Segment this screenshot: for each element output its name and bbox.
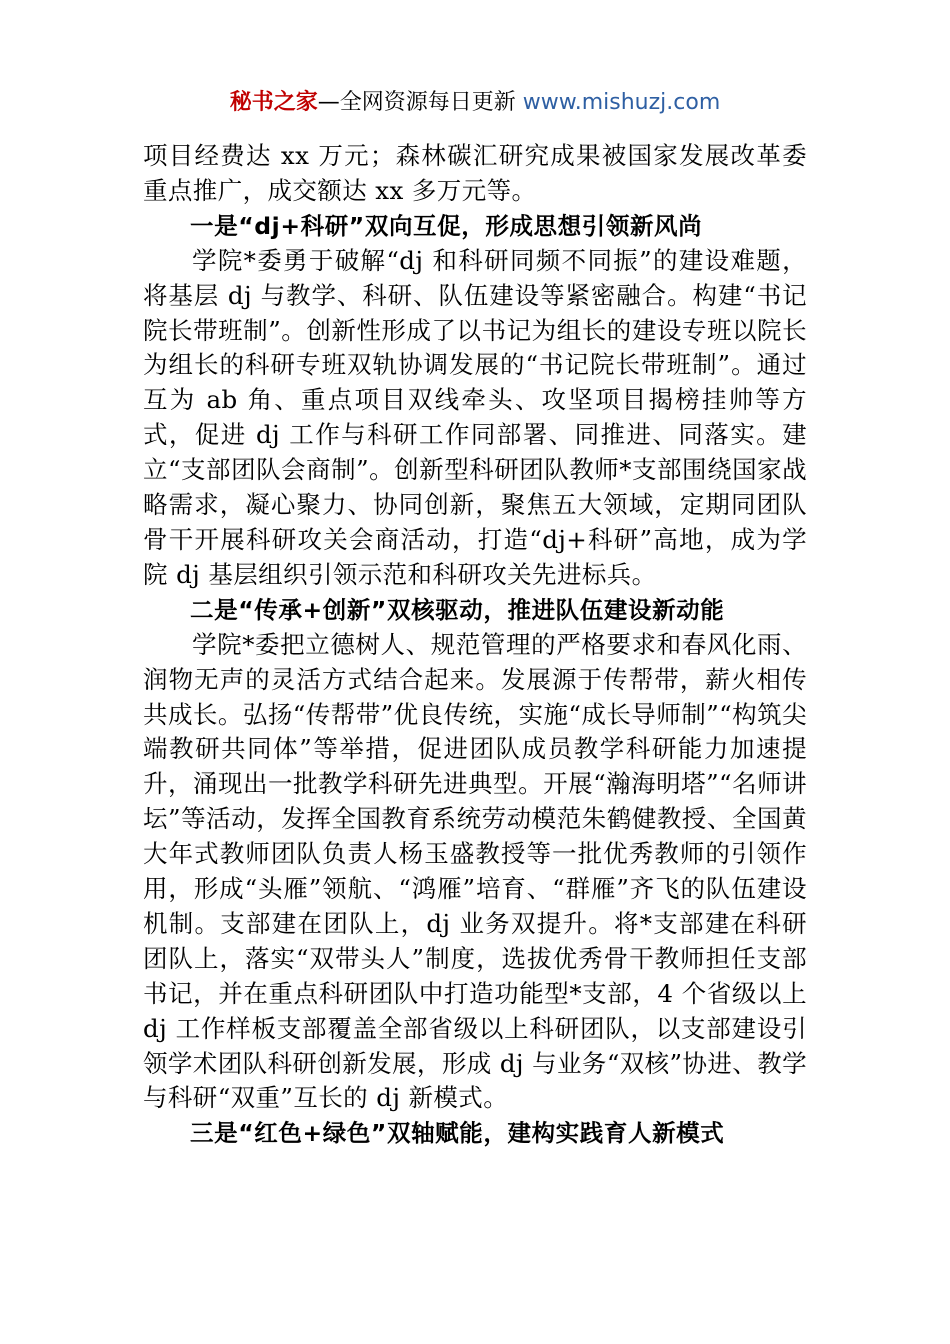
section-heading-1: 一是“dj+科研”双向互促，形成思想引领新风尚: [190, 211, 703, 240]
header-tagline: —全网资源每日更新: [317, 90, 523, 115]
paragraph-2: 学院*委把立德树人、规范管理的严格要求和春风化雨、润物无声的灵活方式结合起来。发展源于传帮带，薪火相传共成长。弘扬“传帮带”优良传统，实施“成长导师制”“构筑尖端教研共同体”等举措，促进团队成员教学科研能力加速提升，涌现出一批教学科研先进典型。开展“瀚海明塔”“名师讲坛”等活动，发挥全国教育系统劳动模范朱鹤健教授、全国黄大年式教师团队负责人杨玉盛教授等一批优秀教师的引领作用，形成“头雁”领航、“鸿雁”培育、“群雁”齐飞的队伍建设机制。支部建在团队上，dj 业务双提升。将*支部建在科研团队上，落实“双带头人”制度，选拔优秀骨干教师担任支部书记，并在重点科研团队中打造功能型*支部，4 个省级以上 dj 工作样板支部覆盖全部省级以上科研团队，以支部建设引领学术团队科研创新发展，形成 dj 与业务“双核”协进、教学与科研“双重”互长的 dj 新模式。: [143, 629, 807, 1113]
paragraph-1: 学院*委勇于破解“dj 和科研同频不同振”的建设难题，将基层 dj 与教学、科研、队伍建设等紧密融合。构建“书记院长带班制”。创新性形成了以书记为组长的建设专班以院长为组长的科研专班双轨协调发展的“书记院长带班制”。通过互为 ab 角、重点项目双线牵头、攻坚项目揭榜挂帅等方式，促进 dj 工作与科研工作同部署、同推进、同落实。建立“支部团队会商制”。创新型科研团队教师*支部围绕国家战略需求，凝心聚力、协同创新，聚焦五大领域，定期同团队骨干开展科研攻关会商活动，打造“dj+科研”高地，成为学院 dj 基层组织引领示范和科研攻关先进标兵。: [143, 245, 807, 589]
section-heading-2: 二是“传承+创新”双核驱动，推进队伍建设新动能: [190, 595, 725, 624]
paragraph-continued: 项目经费达 xx 万元；森林碳汇研究成果被国家发展改革委重点推广，成交额达 xx 多万元等。: [143, 141, 807, 205]
header-brand: 秘书之家: [229, 90, 318, 115]
document-body: [143, 139, 807, 1151]
page-header: [0, 86, 950, 120]
section-heading-3: 三是“红色+绿色”双轴赋能，建构实践育人新模式: [190, 1119, 725, 1148]
header-site-link[interactable]: www.mishuzj.com: [522, 90, 721, 115]
